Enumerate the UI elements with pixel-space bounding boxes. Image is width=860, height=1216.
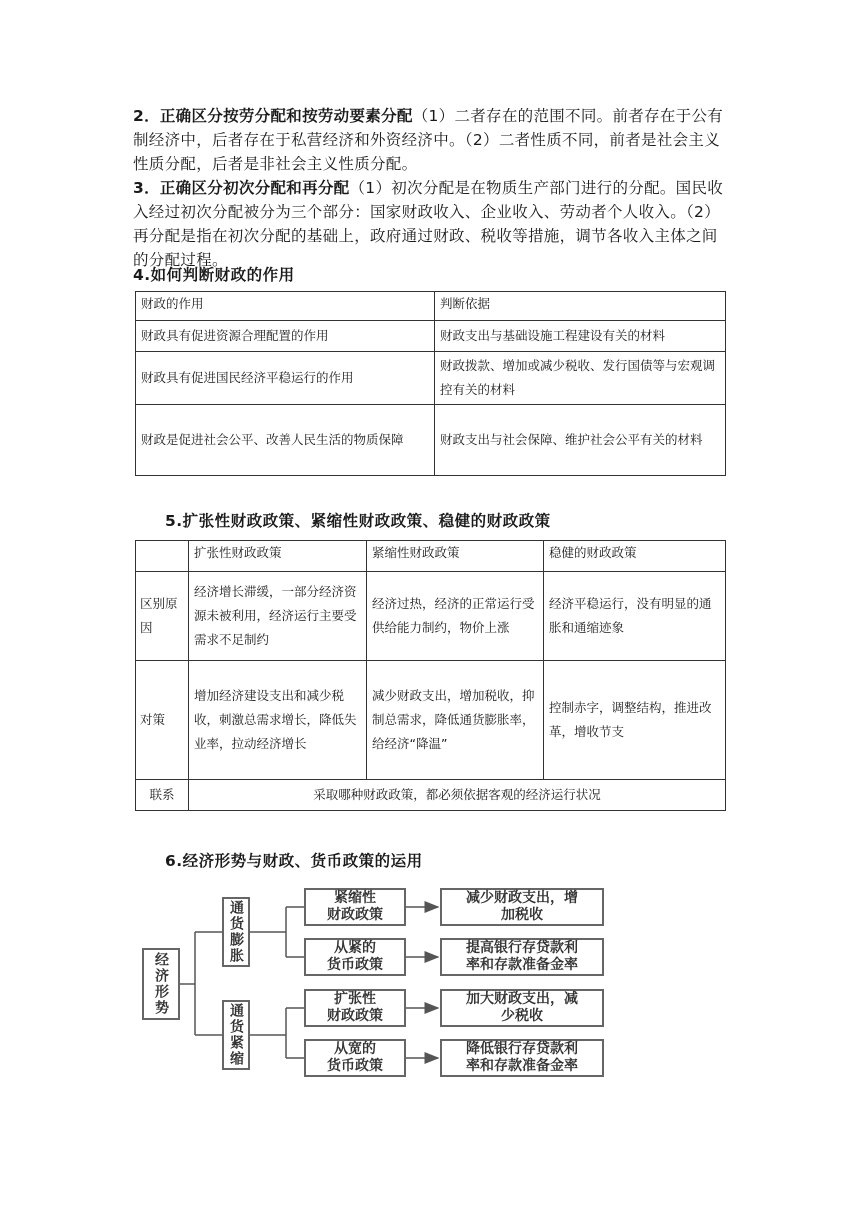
inflation-box: 通货膨胀: [222, 897, 250, 967]
economic-situation-box: 经济形势: [142, 948, 180, 1020]
expansionary-fiscal-policy-box: 扩张性 财政政策: [304, 989, 406, 1027]
table-cell: 财政支出与基础设施工程建设有关的材料: [435, 321, 726, 352]
table-cell: 财政具有促进国民经济平稳运行的作用: [136, 352, 435, 405]
heading-6: 6.经济形势与财政、货币政策的运用: [165, 852, 423, 870]
table-cell: 财政拨款、增加或减少税收、发行国债等与宏观调控有关的材料: [435, 352, 726, 405]
paragraph-3-body: （1）初次分配是在物质生产部门进行的分配。国民收入经过初次分配被分为三个部分：国家财政收入、企业收入、劳动者个人收入。（2）再分配是指在初次分配的基础上，政府通过财政、税收等措施，调节各收入主体之间的分配过程。: [133, 179, 724, 269]
table-cell: 减少财政支出，增加税收，抑制总需求，降低通货膨胀率，给经济“降温”: [367, 661, 544, 780]
tight-monetary-policy-box: 从紧的 货币政策: [304, 938, 406, 976]
table-header-cell: 稳健的财政政策: [544, 541, 726, 572]
table-header-cell: 紧缩性财政政策: [367, 541, 544, 572]
table-cell: 增加经济建设支出和减少税收，刺激总需求增长，降低失业率，拉动经济增长: [189, 661, 367, 780]
paragraph-2-body: （1）二者存在的范围不同。前者存在于公有制经济中，后者存在于私营经济和外资经济中。（2）二者性质不同，前者是社会主义性质分配，后者是非社会主义性质分配。: [133, 107, 724, 173]
table-cell: 经济增长滞缓，一部分经济资源未被利用，经济运行主要受需求不足制约: [189, 572, 367, 661]
tight-monetary-result-box: 提高银行存贷款利 率和存款准备金率: [440, 938, 604, 976]
table-cell: 控制赤字，调整结构，推进改革，增收节支: [544, 661, 726, 780]
table-cell: 财政具有促进资源合理配置的作用: [136, 321, 435, 352]
heading-4: 4.如何判断财政的作用: [133, 266, 295, 284]
table-header-cell: 财政的作用: [136, 292, 435, 321]
tight-fiscal-policy-box: 紧缩性 财政政策: [304, 888, 406, 926]
loose-monetary-policy-box: 从宽的 货币政策: [304, 1039, 406, 1077]
table-cell: 财政是促进社会公平、改善人民生活的物质保障: [136, 405, 435, 476]
deflation-box: 通货紧缩: [222, 1000, 250, 1070]
table-cell: 经济平稳运行，没有明显的通胀和通缩迹象: [544, 572, 726, 661]
table-row-label: 区别原因: [136, 572, 189, 661]
table-header-cell: 判断依据: [435, 292, 726, 321]
table-cell: 采取哪种财政政策，都必须依据客观的经济运行状况: [189, 780, 726, 811]
expansionary-fiscal-result-box: 加大财政支出，减 少税收: [440, 989, 604, 1027]
table-row-label: 联系: [136, 780, 189, 811]
table-cell: 经济过热，经济的正常运行受供给能力制约，物价上涨: [367, 572, 544, 661]
tight-fiscal-result-box: 减少财政支出，增 加税收: [440, 888, 604, 926]
table-header-cell: 扩张性财政政策: [189, 541, 367, 572]
heading-5: 5.扩张性财政政策、紧缩性财政政策、稳健的财政政策: [165, 512, 551, 530]
table-cell: 财政支出与社会保障、维护社会公平有关的材料: [435, 405, 726, 476]
paragraph-2-lead: 2．正确区分按劳分配和按劳动要素分配: [133, 107, 413, 125]
loose-monetary-result-box: 降低银行存贷款利 率和存款准备金率: [440, 1039, 604, 1077]
paragraph-3-lead: 3．正确区分初次分配和再分配: [133, 179, 350, 197]
table-row-label: 对策: [136, 661, 189, 780]
